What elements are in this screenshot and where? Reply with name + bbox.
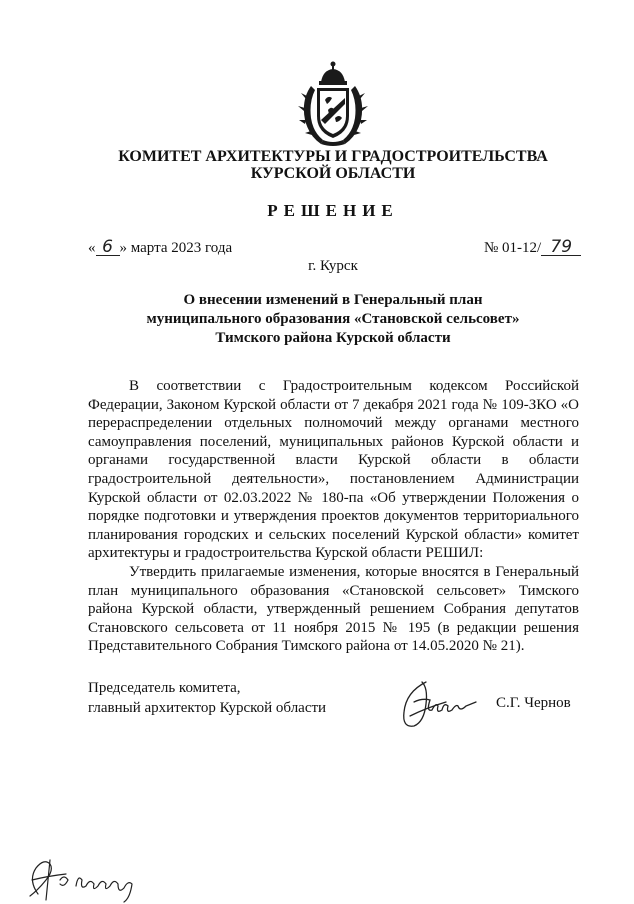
approval-signature-mark: [20, 850, 160, 904]
number-prefix: № 01-12/: [484, 240, 542, 256]
position-line2: главный архитектор Курской области: [88, 700, 327, 716]
decision-title-line2: муниципального образования «Становской сельсовет»: [146, 311, 520, 327]
decision-body: [88, 377, 579, 656]
decision-title-line3: Тимского района Курской области: [215, 330, 451, 346]
handwritten-signature: [396, 672, 478, 732]
decision-date: [88, 239, 232, 257]
handwritten-number: 79: [541, 239, 581, 256]
city-name: г. Курск: [308, 258, 358, 274]
signatory-name: С.Г. Чернов: [496, 695, 571, 711]
body-paragraph-resolution: Утвердить прилагаемые изменения, которые вносятся в Генеральный план муниципального образования «Становской сельсовет» Тимского района Курской области, утвержденный решением Собрания депутатов Становского сельсовета от 11 ноября 2015 № 195 (в редакции решения Представительного Собрания Тимского района от 14.05.2020 № 21).: [88, 563, 579, 655]
signatory-position: [88, 678, 326, 718]
document-type-heading: РЕШЕНИЕ: [267, 201, 399, 220]
decision-title-line1: О внесении изменений в Генеральный план: [183, 292, 483, 308]
body-paragraph-legal-basis: В соответствии с Градостроительным кодексом Российской Федерации, Законом Курской области от 7 декабря 2021 года № 109-ЗКО «О перераспределении отдельных полномочий между органами местного самоуправления поселений, муниципальных районов Курской области и органами государственной власти Курской области в области градостроительной деятельности», постановлением Администрации Курской области от 02.03.2022 № 180-па «Об утверждении Положения о порядке подготовки и утверждения проектов документов территориального планирования городских и сельских поселений Курской области» комитет архитектуры и градостроительства Курской области РЕШИЛ:: [88, 378, 579, 562]
decision-number: [484, 239, 581, 257]
organization-name-line2: КУРСКОЙ ОБЛАСТИ: [250, 165, 416, 182]
date-month-year: » марта 2023 года: [119, 240, 233, 256]
organization-name-line1: КОМИТЕТ АРХИТЕКТУРЫ И ГРАДОСТРОИТЕЛЬСТВА: [118, 148, 548, 165]
position-line1: Председатель комитета,: [88, 680, 241, 696]
coat-of-arms-emblem: [297, 60, 369, 148]
handwritten-day: 6: [96, 239, 120, 256]
date-open-quote: «: [88, 240, 96, 256]
